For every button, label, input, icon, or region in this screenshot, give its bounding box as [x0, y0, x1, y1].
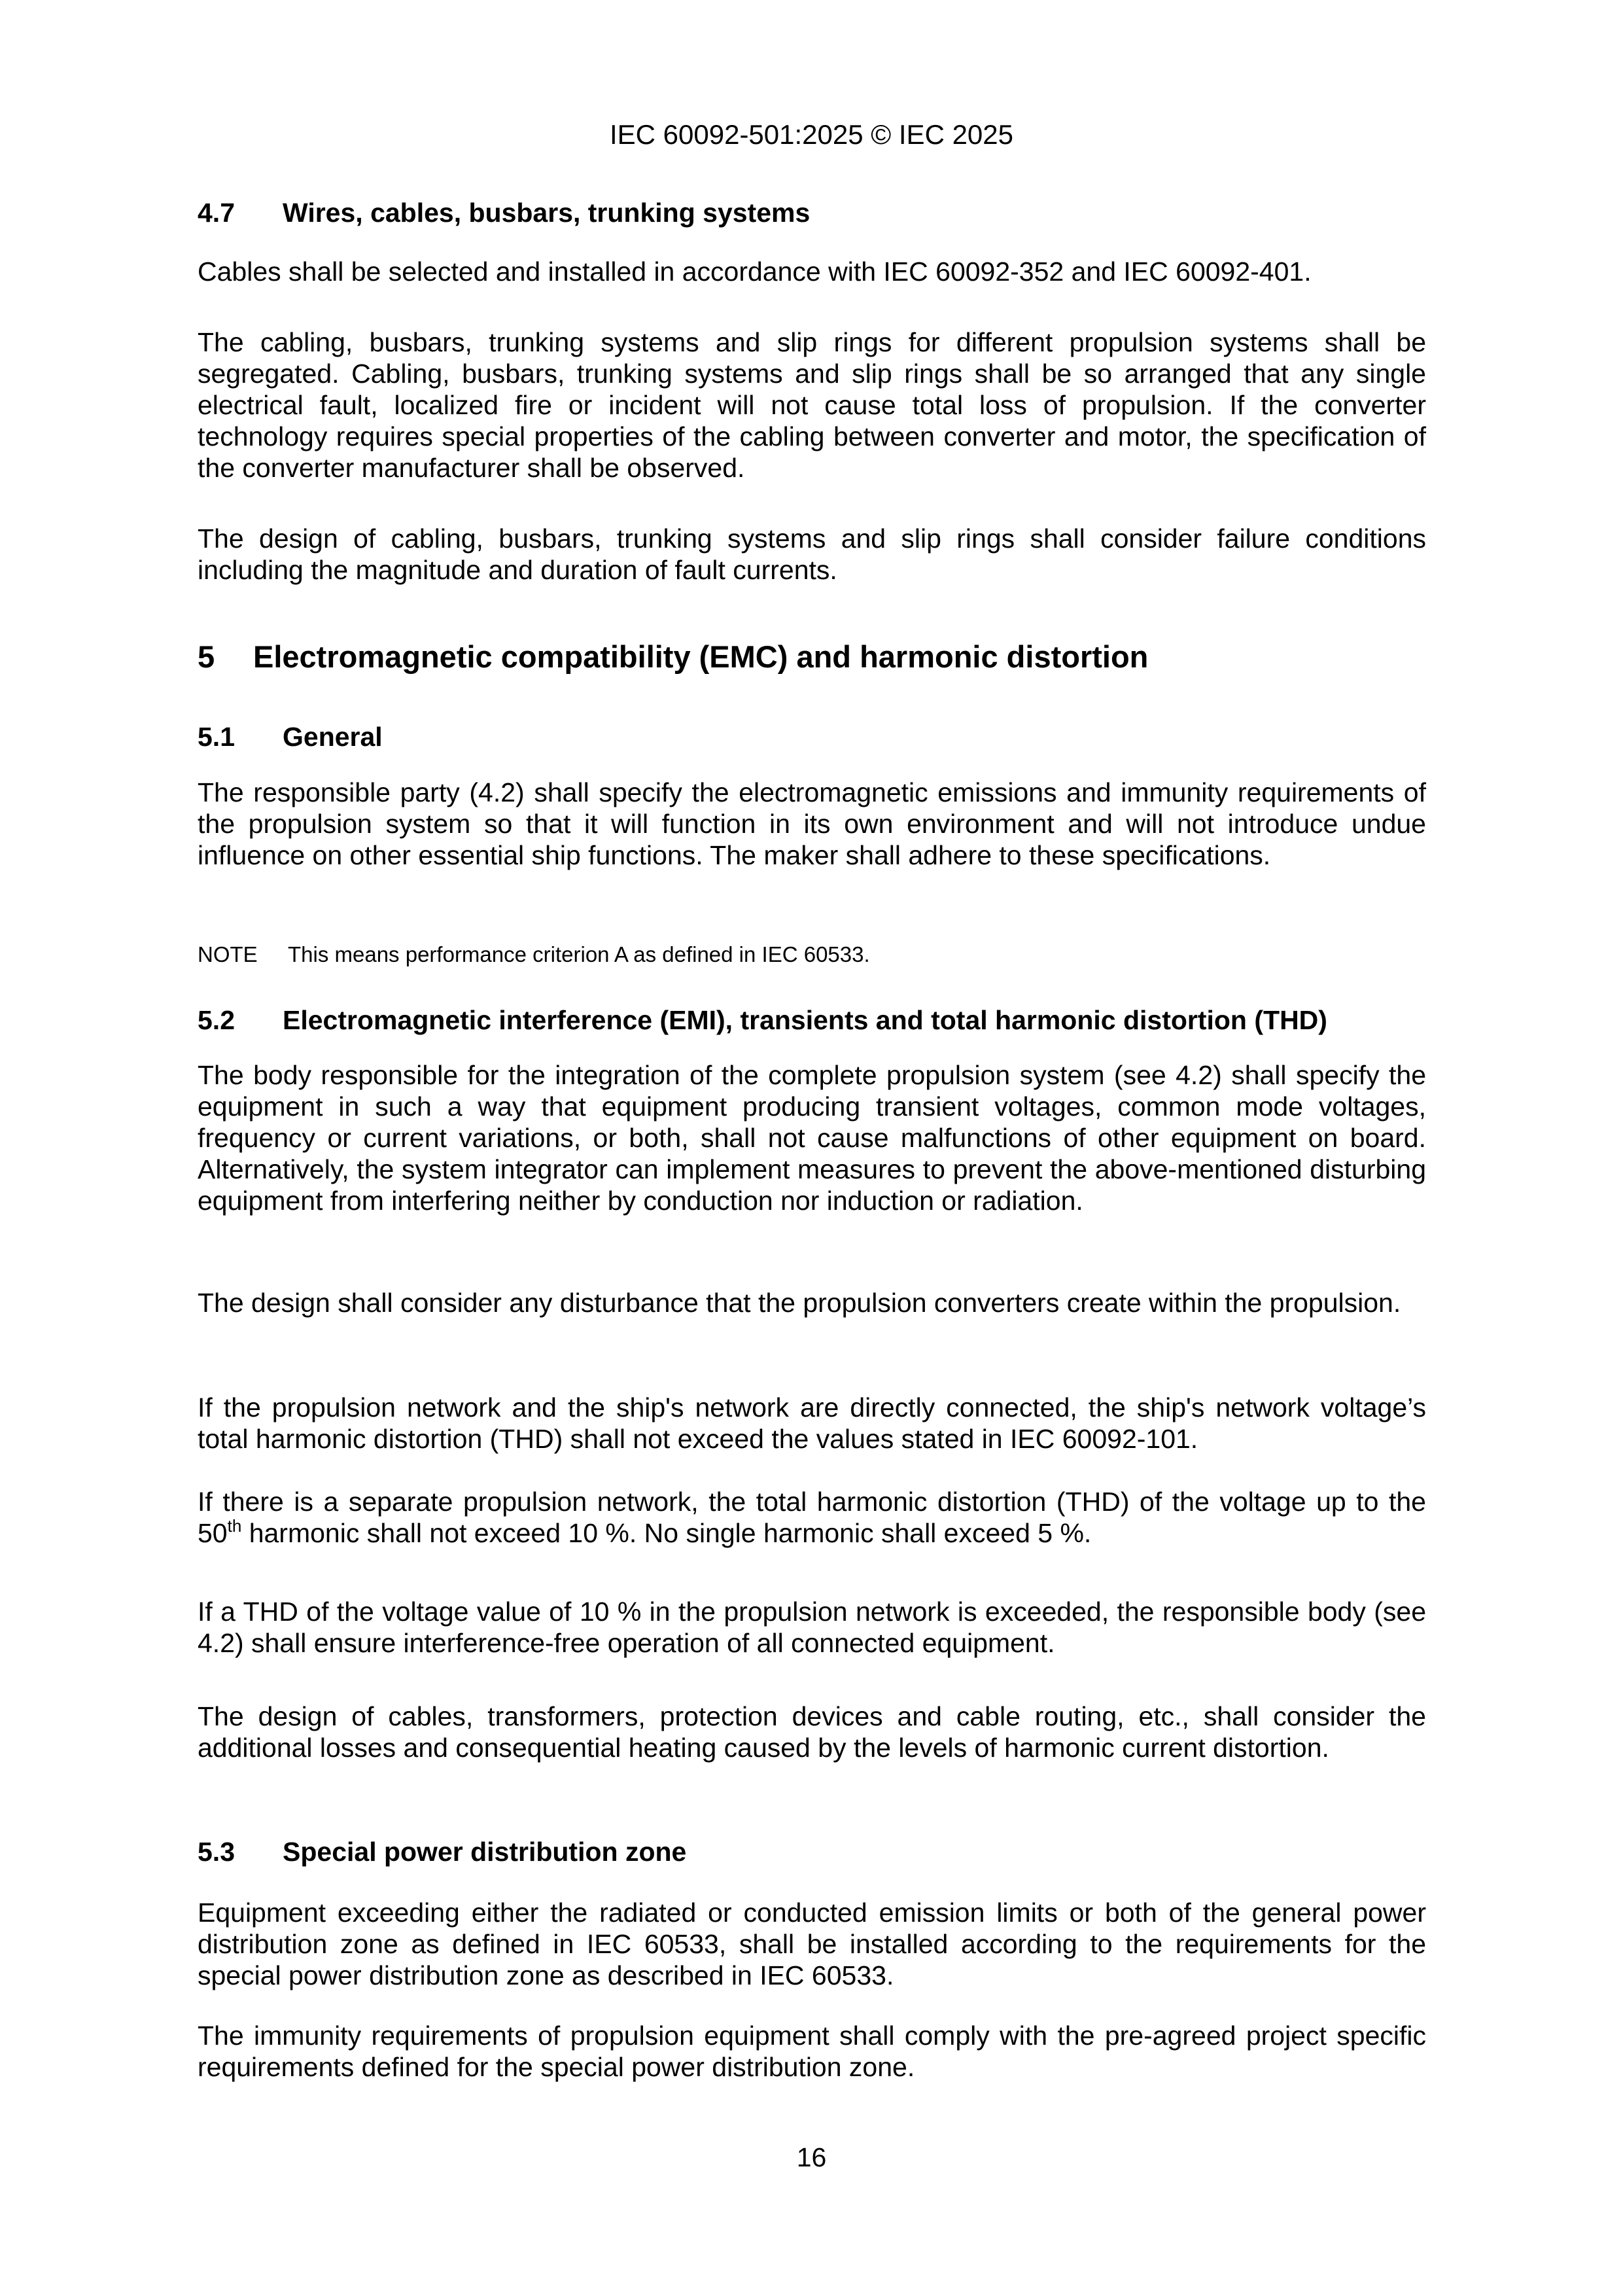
heading-number: 5.2: [198, 1005, 235, 1035]
paragraph: The cabling, busbars, trunking systems and slip rings for different propulsion systems shall be segregated. Cabling, busbars, trunking systems and slip rings shall be so arranged that any single electrical fault, localized fire or incident will not cause total loss of propulsion. If the converter technology requires special properties of the cabling between converter and motor, the specification of the converter manufacturer shall be observed.: [198, 327, 1426, 483]
paragraph: Equipment exceeding either the radiated or conducted emission limits or both of the general power distribution zone as defined in IEC 60533, shall be installed according to the requirements for the special power distribution zone as described in IEC 60533.: [198, 1898, 1426, 1990]
paragraph: Cables shall be selected and installed in accordance with IEC 60092-352 and IEC 60092-401.: [198, 256, 1312, 287]
paragraph-thd-limit: [198, 1486, 1426, 1549]
heading-5-1: [198, 721, 1426, 752]
paragraph: If a THD of the voltage value of 10 % in the propulsion network is exceeded, the responsible body (see 4.2) shall ensure interference-free operation of all connected equipment.: [198, 1597, 1426, 1658]
paragraph: The design of cables, transformers, protection devices and cable routing, etc., shall consider the additional losses and consequential heating caused by the levels of harmonic current distortion.: [198, 1701, 1426, 1763]
heading-number: 5.3: [198, 1837, 235, 1867]
note: [198, 942, 1426, 968]
ordinal-superscript: th: [227, 1516, 242, 1536]
running-header: IEC 60092-501:2025 © IEC 2025: [609, 119, 1014, 150]
heading-number: 5.1: [198, 722, 235, 752]
thd-text-before: If there is a separate propulsion network, the total harmonic distortion (THD) of the voltage up to the 50: [198, 1487, 1426, 1548]
heading-title: Electromagnetic compatibility (EMC) and harmonic distortion: [253, 639, 1149, 674]
heading-5-3: [198, 1836, 1426, 1867]
heading-number: 5: [198, 639, 215, 674]
heading-title: General: [283, 722, 383, 752]
note-text: This means performance criterion A as defined in IEC 60533.: [288, 942, 870, 966]
heading-5-2: [198, 1004, 1426, 1036]
page-number: 16: [796, 2142, 827, 2172]
thd-text-after: harmonic shall not exceed 10 %. No single harmonic shall exceed 5 %.: [241, 1518, 1092, 1548]
paragraph: The design shall consider any disturbance that the propulsion converters create within the propulsion.: [198, 1288, 1401, 1318]
paragraph: The responsible party (4.2) shall specify the electromagnetic emissions and immunity requirements of the propulsion system so that it will function in its own environment and will not introduce undue influence on other essential ship functions. The maker shall adhere to these specifications.: [198, 777, 1426, 870]
heading-title: Wires, cables, busbars, trunking systems: [283, 198, 811, 228]
paragraph: The immunity requirements of propulsion equipment shall comply with the pre-agreed project specific requirements defined for the special power distribution zone.: [198, 2021, 1426, 2082]
heading-5: [198, 639, 1426, 675]
paragraph: The design of cabling, busbars, trunking systems and slip rings shall consider failure conditions including the magnitude and duration of fault currents.: [198, 523, 1426, 585]
heading-title: Electromagnetic interference (EMI), transients and total harmonic distortion (THD): [283, 1005, 1327, 1035]
paragraph: The body responsible for the integration of the complete propulsion system (see 4.2) shall specify the equipment in such a way that equipment producing transient voltages, common mode voltages, frequency or current variations, or both, shall not cause malfunctions of other equipment on board. Alternatively, the system integrator can implement measures to prevent the above-mentioned disturbing equipment from interfering neither by conduction nor induction or radiation.: [198, 1060, 1426, 1216]
note-label: NOTE: [198, 942, 258, 966]
heading-4-7: [198, 197, 1426, 228]
heading-title: Special power distribution zone: [283, 1837, 687, 1867]
heading-number: 4.7: [198, 198, 235, 228]
paragraph: If the propulsion network and the ship's network are directly connected, the ship's network voltage’s total harmonic distortion (THD) shall not exceed the values stated in IEC 60092-101.: [198, 1392, 1426, 1454]
